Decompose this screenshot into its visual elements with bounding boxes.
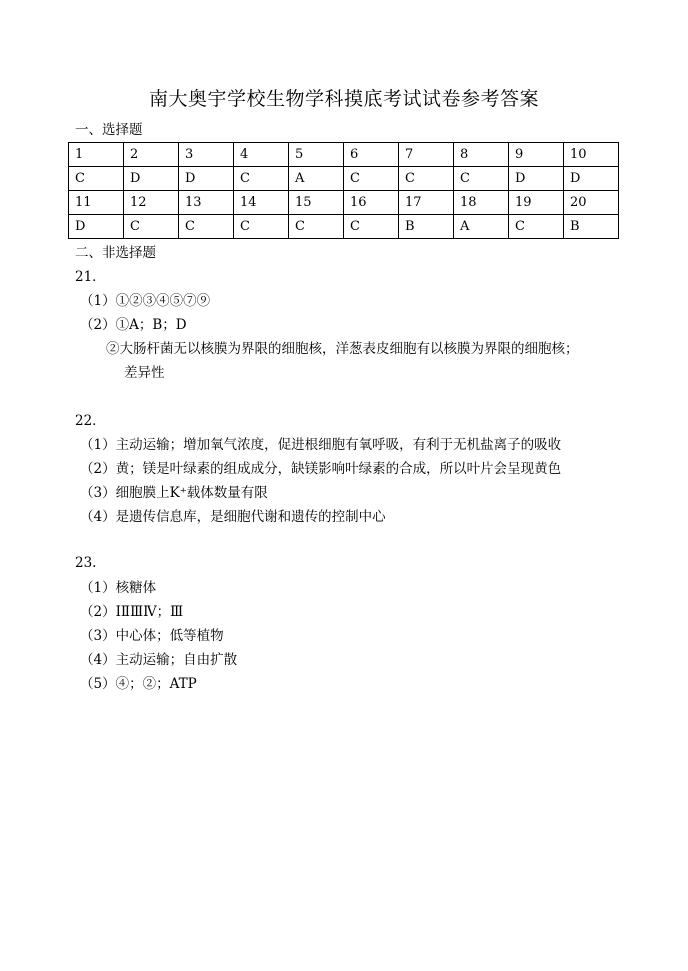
question-number-cell: 13: [179, 191, 234, 215]
question-23-number: 23.: [75, 555, 97, 571]
answer-cell: C: [234, 167, 289, 191]
question-number-cell: 10: [564, 143, 619, 167]
question-number-cell: 6: [344, 143, 399, 167]
question-number-cell: 14: [234, 191, 289, 215]
question-number-cell: 2: [124, 143, 179, 167]
question-number-cell: 9: [509, 143, 564, 167]
answer-cell: B: [564, 215, 619, 239]
question-number-cell: 4: [234, 143, 289, 167]
question-22-answer-3: （3）细胞膜上K⁺载体数量有限: [80, 485, 268, 501]
table-row: [69, 215, 619, 239]
question-22-answer-2: （2）黄；镁是叶绿素的组成成分，缺镁影响叶绿素的合成，所以叶片会呈现黄色: [80, 461, 562, 477]
section-heading-multiple-choice: 一、选择题: [75, 122, 143, 138]
question-number-cell: 18: [454, 191, 509, 215]
question-number-cell: 7: [399, 143, 454, 167]
table-row: [69, 143, 619, 167]
answer-cell: C: [124, 215, 179, 239]
table-row: [69, 191, 619, 215]
answer-cell: C: [179, 215, 234, 239]
question-number-cell: 20: [564, 191, 619, 215]
question-23-answer-3: （3）中心体；低等植物: [80, 628, 224, 644]
answer-table: [68, 142, 619, 239]
answer-cell: D: [179, 167, 234, 191]
answer-cell: D: [69, 215, 124, 239]
question-23-answer-5: （5）④；②；ATP: [80, 676, 197, 692]
answer-cell: C: [234, 215, 289, 239]
question-21-answer-2c: 差异性: [124, 365, 165, 381]
question-number-cell: 1: [69, 143, 124, 167]
question-number-cell: 5: [289, 143, 344, 167]
question-22-answer-1: （1）主动运输；增加氧气浓度，促进根细胞有氧呼吸，有利于无机盐离子的吸收: [80, 437, 562, 453]
question-21-answer-1: （1）①②③④⑤⑦⑨: [80, 293, 211, 309]
question-number-cell: 12: [124, 191, 179, 215]
answer-cell: B: [399, 215, 454, 239]
question-number-cell: 17: [399, 191, 454, 215]
question-number-cell: 16: [344, 191, 399, 215]
answer-cell: D: [509, 167, 564, 191]
question-number-cell: 8: [454, 143, 509, 167]
answer-cell: C: [509, 215, 564, 239]
question-21-answer-2b: ②大肠杆菌无以核膜为界限的细胞核，洋葱表皮细胞有以核膜为界限的细胞核；: [106, 341, 579, 357]
question-23-answer-1: （1）核糖体: [80, 580, 157, 596]
question-22-number: 22．: [75, 413, 106, 429]
question-21-answer-2: （2）①A；B；D: [80, 317, 187, 333]
question-23-answer-4: （4）主动运输；自由扩散: [80, 652, 238, 668]
answer-cell: C: [344, 167, 399, 191]
answer-cell: D: [564, 167, 619, 191]
answer-cell: C: [454, 167, 509, 191]
question-22-answer-4: （4）是遗传信息库，是细胞代谢和遗传的控制中心: [80, 509, 386, 525]
question-number-cell: 11: [69, 191, 124, 215]
answer-cell: A: [454, 215, 509, 239]
answer-cell: C: [399, 167, 454, 191]
question-23-answer-2: （2）ⅠⅡⅢⅣ；Ⅲ: [80, 604, 184, 620]
section-heading-non-choice: 二、非选择题: [75, 245, 156, 261]
answer-cell: A: [289, 167, 344, 191]
question-number-cell: 19: [509, 191, 564, 215]
answer-cell: C: [289, 215, 344, 239]
page-title: 南大奥宇学校生物学科摸底考试试卷参考答案: [148, 88, 539, 110]
answer-cell: C: [344, 215, 399, 239]
table-row: [69, 167, 619, 191]
question-21-number: 21．: [75, 269, 106, 285]
question-number-cell: 15: [289, 191, 344, 215]
answer-cell: C: [69, 167, 124, 191]
answer-cell: D: [124, 167, 179, 191]
question-number-cell: 3: [179, 143, 234, 167]
